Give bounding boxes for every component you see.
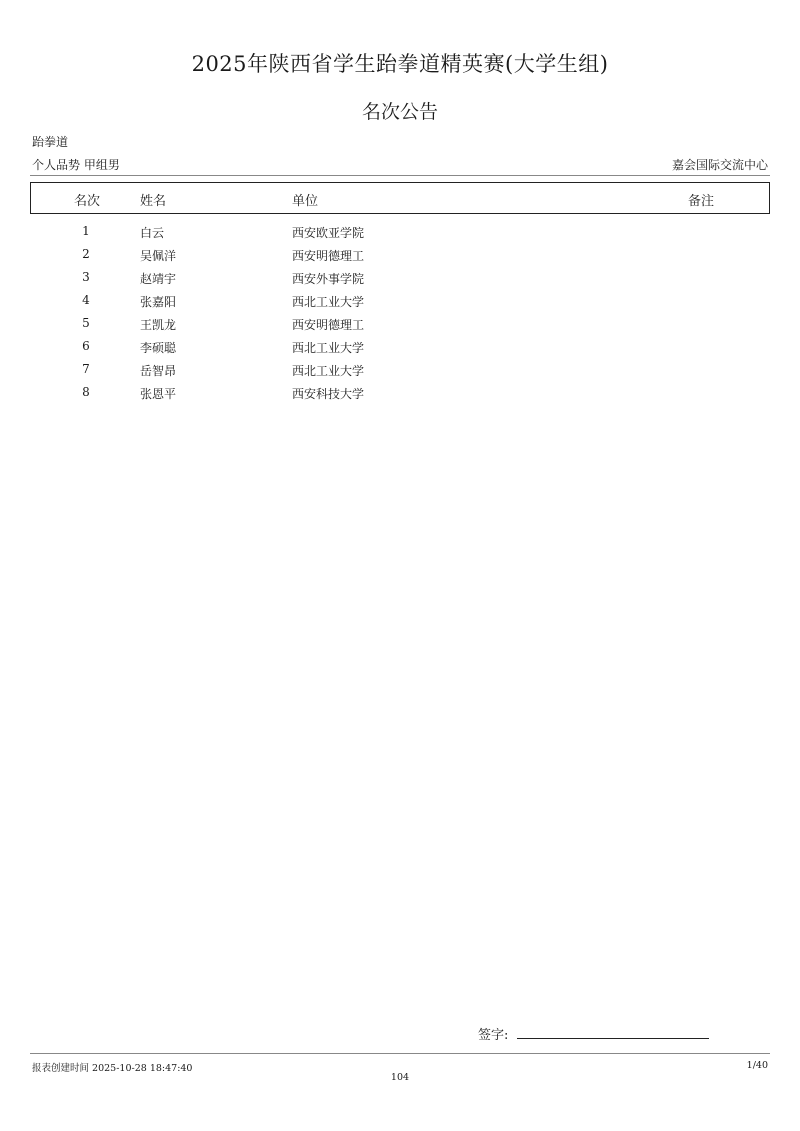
bottom-divider [30, 1053, 770, 1054]
page-indicator: 1/40 [746, 1060, 768, 1071]
report-created-time: 报表创建时间 2025-10-28 18:47:40 [32, 1063, 193, 1074]
unit-cell: 西安明德理工 [292, 318, 365, 332]
table-row [30, 222, 770, 245]
table-row [30, 268, 770, 291]
document-title: 2025年陕西省学生跆拳道精英赛(大学生组) [191, 52, 609, 76]
header-note: 备注 [688, 194, 715, 209]
rank-cell: 1 [82, 224, 90, 238]
name-cell: 白云 [140, 226, 165, 240]
signature-line [517, 1038, 709, 1039]
venue-label: 嘉会国际交流中心 [671, 158, 768, 172]
table-row [30, 360, 770, 383]
unit-cell: 西安明德理工 [292, 249, 365, 263]
name-cell: 李硕聪 [140, 341, 177, 355]
rank-cell: 2 [82, 247, 90, 261]
rank-cell: 4 [82, 293, 90, 307]
document-subtitle: 名次公告 [361, 101, 438, 123]
unit-cell: 西北工业大学 [292, 295, 365, 309]
results-table [30, 222, 770, 406]
unit-cell: 西安欧亚学院 [292, 226, 365, 240]
rank-cell: 5 [82, 316, 90, 330]
unit-cell: 西北工业大学 [292, 364, 365, 378]
unit-cell: 西安外事学院 [292, 272, 365, 286]
event-label: 个人品势 甲组男 [32, 158, 120, 172]
signature-label: 签字: [478, 1028, 509, 1043]
header-rank: 名次 [73, 194, 100, 209]
name-cell: 王凯龙 [140, 318, 177, 332]
table-row [30, 291, 770, 314]
table-row [30, 245, 770, 268]
top-divider [30, 175, 770, 176]
table-row [30, 314, 770, 337]
sport-label: 跆拳道 [32, 135, 69, 149]
header-unit: 单位 [292, 194, 319, 209]
table-header [30, 182, 770, 214]
name-cell: 赵靖宇 [140, 272, 177, 286]
name-cell: 岳智昂 [140, 364, 177, 378]
unit-cell: 西安科技大学 [292, 387, 365, 401]
rank-cell: 7 [82, 362, 90, 376]
header-name: 姓名 [140, 194, 167, 209]
center-number: 104 [390, 1072, 410, 1083]
table-row [30, 383, 770, 406]
table-row [30, 337, 770, 360]
name-cell: 张嘉阳 [140, 295, 177, 309]
unit-cell: 西北工业大学 [292, 341, 365, 355]
name-cell: 吴佩洋 [140, 249, 177, 263]
rank-cell: 3 [82, 270, 90, 284]
name-cell: 张恩平 [140, 387, 177, 401]
rank-cell: 6 [82, 339, 90, 353]
rank-cell: 8 [82, 385, 90, 399]
